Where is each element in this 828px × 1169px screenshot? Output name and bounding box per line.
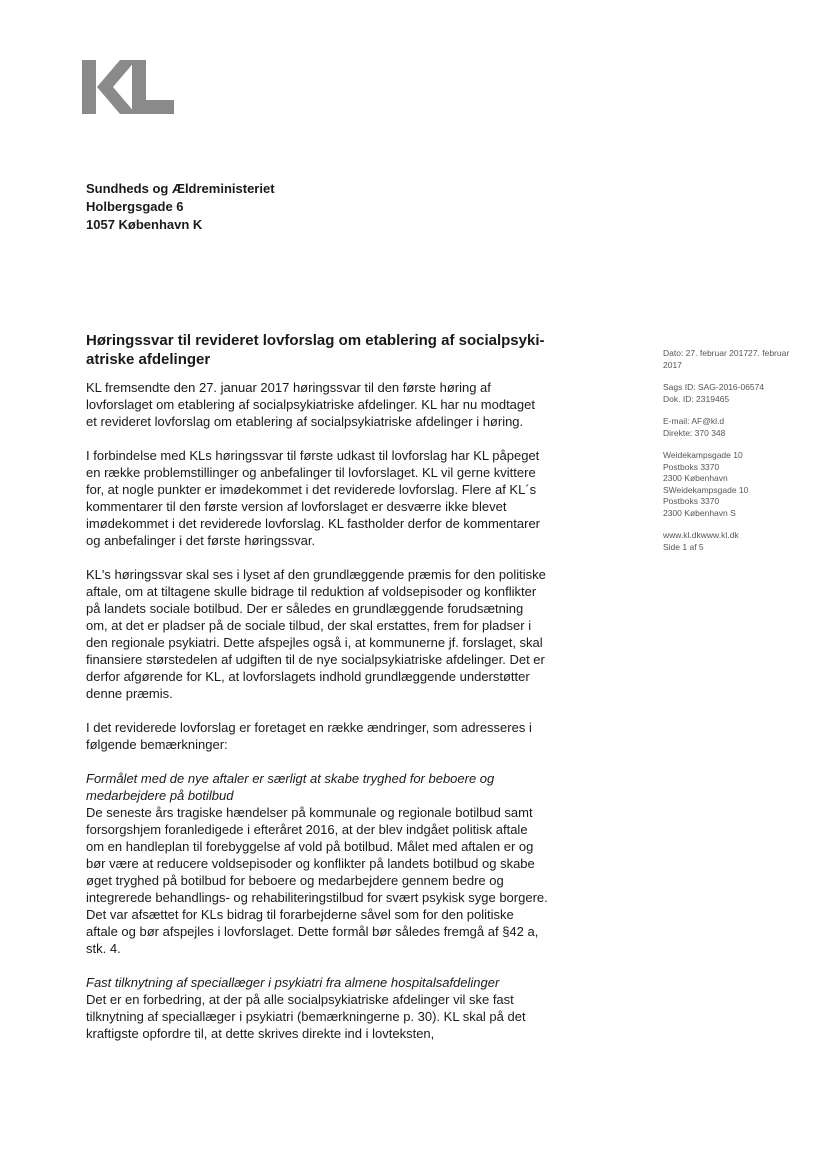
sidebar-web: www.kl.dkwww.kl.dk <box>663 530 739 540</box>
section-heading: Formålet med de nye aftaler er særligt at skabe tryghed for beboere og medarbejdere på botilbud <box>86 771 495 803</box>
section-heading: Fast tilknytning af speciallæger i psykiatri fra almene hospitalsafdelinger <box>86 975 500 990</box>
sidebar-address-line: 2300 København S <box>663 507 736 518</box>
sidebar-date: Dato: 27. februar 201727. februar 2017 <box>663 348 790 370</box>
paragraph: KL fremsendte den 27. januar 2017 høringssvar til den første høring af lovforslaget om etablering af socialpsykiatriske afdelinger. KL har nu modtaget et revideret lovforslag om etablering af socialpsykiatriske afdelinger i høring. <box>86 380 535 429</box>
sidebar-date-group <box>663 348 793 371</box>
recipient-name: Sundheds og Ældreministeriet <box>86 181 275 196</box>
document-title-text: Høringssvar til revideret lovforslag om etablering af socialpsyki- atriske afdelinger <box>86 332 545 368</box>
kl-logo <box>80 58 176 116</box>
sidebar-page-number: Side 1 af 5 <box>663 541 704 552</box>
paragraph: I forbindelse med KLs høringssvar til første udkast til lovforslag har KL påpeget en række problemstillinger og anbefalinger til lovforslaget. KL vil gerne kvittere for, at nogle punkter er imødekommet i det reviderede lovforslag. Flere af KL´s kommentarer til den første version af lovforslaget er desværre ikke blevet imødekommet i det reviderede lovforslag. KL fastholder derfor de kommentarer og anbefalinger i det første høringssvar. <box>86 448 540 548</box>
sidebar-address-line: Postboks 3370 <box>663 496 720 506</box>
recipient-address <box>86 180 275 234</box>
sidebar-email: E-mail: AF@kl.d <box>663 416 725 426</box>
document-title <box>86 331 556 369</box>
sidebar-address-line: SWeidekampsgade 10 <box>663 484 749 495</box>
recipient-street: Holbergsgade 6 <box>86 199 184 214</box>
letter-body <box>86 379 548 1059</box>
section-text: Det er en forbedring, at der på alle socialpsykiatriske afdelinger vil ske fast tilknytning af speciallæger i psykiatri (bemærkningerne p. 30). KL skal på det kraftigste opfordre til, at dette skrives direkte ind i lovteksten, <box>86 992 526 1041</box>
sidebar-sags-id: Sags ID: SAG-2016-06574 <box>663 382 765 392</box>
sidebar-address-line: Postboks 3370 <box>663 461 720 472</box>
sidebar-dok-id: Dok. ID: 2319465 <box>663 393 730 404</box>
section-purpose <box>86 770 548 957</box>
sidebar-metadata <box>663 348 793 564</box>
recipient-city: 1057 København K <box>86 217 203 232</box>
section-text: De seneste års tragiske hændelser på kommunale og regionale botilbud samt forsorgshjem foranledigede i efteråret 2016, at der blev indgået politisk aftale om en handleplan til forebyggelse af vold på botilbud. Målet med aftalen er og bør være at reducere voldsepisoder og konflikter på landets botilbud og skabe øget tryghed på botilbud for beboere og medarbejdere gennem bedre og integrerede behandlings- og rehabiliteringstilbud for svært psykisk syge borgere. Det var afsættet for KLs bidrag til forarbejderne såvel som for den politiske aftale og bør afspejles i lovforslaget. Dette formål bør således fremgå af §42 a, stk. 4. <box>86 805 548 956</box>
sidebar-address-line: 2300 København <box>663 473 728 483</box>
sidebar-web-group <box>663 530 793 553</box>
paragraph: KL's høringssvar skal ses i lyset af den grundlæggende præmis for den politiske aftale, om at tiltagene skulle bidrage til reduktion af voldsepisoder og konflikter på landets sociale botilbud. Der er således en grundlæggende forudsætning om, at det er pladser på de sociale tilbud, der skal erstattes, frem for pladser i den regionale psykiatri. Dette afspejles også i, at kommunerne jf. forslaget, skal finansiere størstedelen af udgiften til de nye socialpsykiatriske afdelinger. Det er derfor afgørende for KL, at lovforslagets indhold grundlæggende understøtter denne præmis. <box>86 567 546 701</box>
sidebar-ids <box>663 382 793 405</box>
sidebar-address <box>663 450 793 519</box>
sidebar-direkte: Direkte: 370 348 <box>663 427 726 438</box>
section-specialists <box>86 974 548 1042</box>
paragraph: I det reviderede lovforslag er foretaget en række ændringer, som adresseres i følgende bemærkninger: <box>86 720 532 752</box>
sidebar-address-line: Weidekampsgade 10 <box>663 450 743 460</box>
sidebar-contact <box>663 416 793 439</box>
